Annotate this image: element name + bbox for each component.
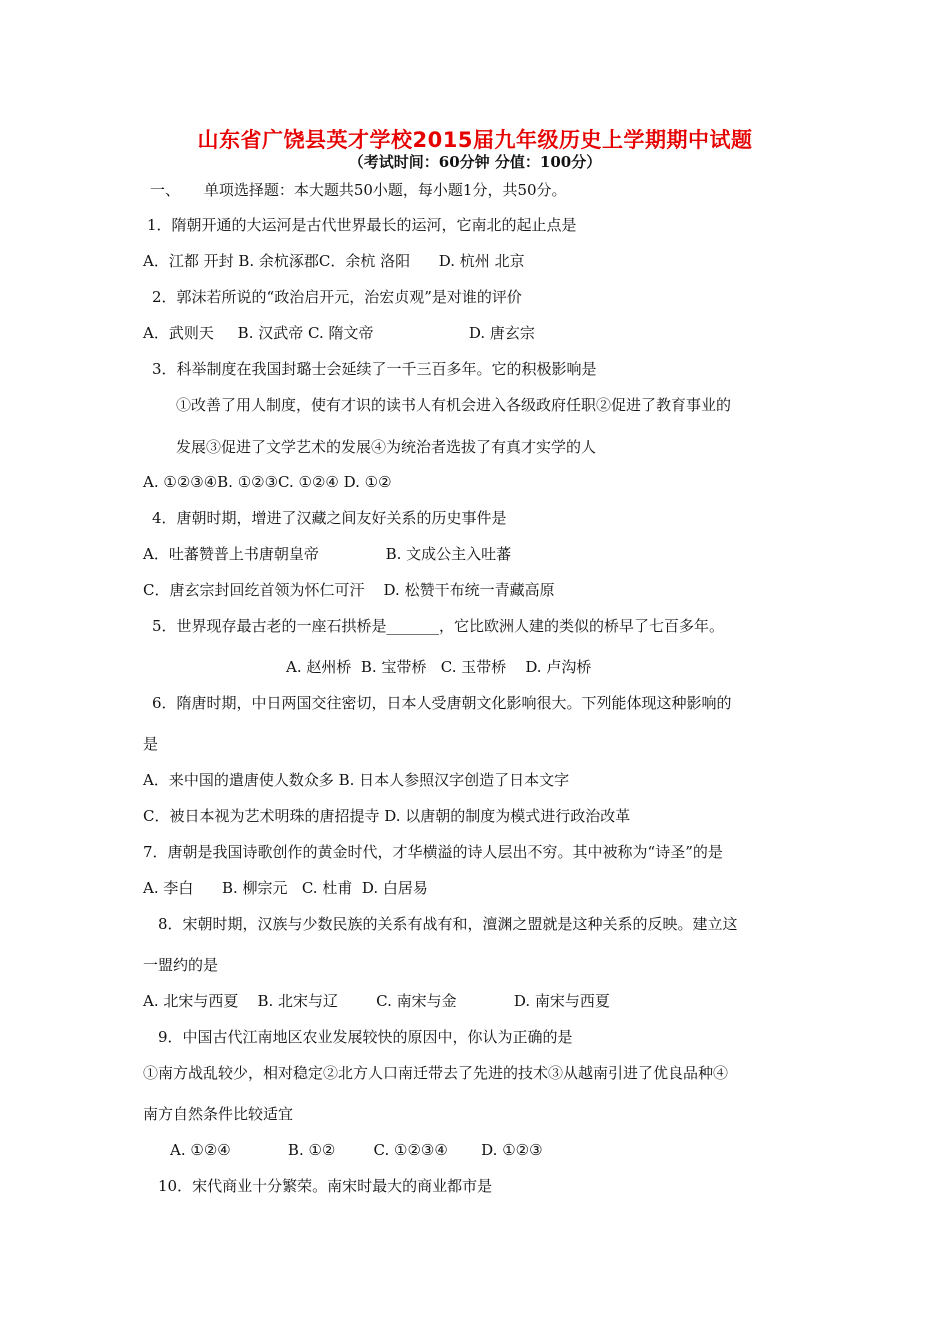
section-heading: 一、 单项选择题：本大题共50小题，每小题1分，共50分。 bbox=[150, 181, 567, 199]
question-6: 6．隋唐时期，中日两国交往密切，日本人受唐朝文化影响很大。下列能体现这种影响的 bbox=[152, 694, 732, 712]
exam-info: （考试时间：60分钟 分值：100分） bbox=[348, 153, 602, 171]
question-3-statements-cont: 发展③促进了文学艺术的发展④为统治者选拔了有真才实学的人 bbox=[176, 438, 597, 456]
question-4-options-ab: A．吐蕃赞普上书唐朝皇帝 B. 文成公主入吐蕃 bbox=[143, 545, 512, 563]
question-8-cont: 一盟约的是 bbox=[143, 956, 219, 974]
question-4-options-cd: C．唐玄宗封回纥首领为怀仁可汗 D. 松赞干布统一青藏高原 bbox=[143, 581, 555, 599]
question-3-statements: ①改善了用人制度，使有才识的读书人有机会进入各级政府任职②促进了教育事业的 bbox=[176, 396, 732, 414]
question-4: 4．唐朝时期，增进了汉藏之间友好关系的历史事件是 bbox=[152, 509, 507, 527]
question-8-options: A. 北宋与西夏 B. 北宋与辽 C. 南宋与金 D. 南宋与西夏 bbox=[143, 992, 610, 1010]
question-2-options: A．武则天 B. 汉武帝 C. 隋文帝 D. 唐玄宗 bbox=[143, 324, 535, 342]
question-5-options: A. 赵州桥 B. 宝带桥 C. 玉带桥 D. 卢沟桥 bbox=[286, 658, 592, 676]
question-6-cont: 是 bbox=[143, 735, 159, 753]
page-title: 山东省广饶县英才学校2015届九年级历史上学期期中试题 bbox=[197, 128, 753, 152]
question-7: 7．唐朝是我国诗歌创作的黄金时代，才华横溢的诗人层出不穷。其中被称为“诗圣”的是 bbox=[143, 843, 723, 861]
question-10: 10．宋代商业十分繁荣。南宋时最大的商业都市是 bbox=[158, 1177, 493, 1195]
question-6-options-cd: C．被日本视为艺术明珠的唐招提寺 D. 以唐朝的制度为模式进行政治改革 bbox=[143, 807, 631, 825]
question-9-statements: ①南方战乱较少，相对稳定②北方人口南迁带去了先进的技术③从越南引进了优良品种④ bbox=[143, 1064, 729, 1082]
question-9-options: A. ①②④ B. ①② C. ①②③④ D. ①②③ bbox=[170, 1141, 543, 1159]
question-6-options-ab: A．来中国的遣唐使人数众多 B. 日本人参照汉字创造了日本文字 bbox=[143, 771, 570, 789]
question-3-options: A. ①②③④B. ①②③C. ①②④ D. ①② bbox=[143, 473, 392, 491]
question-8: 8．宋朝时期，汉族与少数民族的关系有战有和，澶渊之盟就是这种关系的反映。建立这 bbox=[158, 915, 738, 933]
question-5: 5．世界现存最古老的一座石拱桥是_______，它比欧洲人建的类似的桥早了七百多年。 bbox=[152, 617, 725, 635]
question-3: 3．科举制度在我国封璐士会延续了一千三百多年。它的积极影响是 bbox=[152, 360, 597, 378]
question-2: 2．郭沫若所说的“政治启开元，治宏贞观”是对谁的评价 bbox=[152, 288, 522, 306]
question-1-options: A．江都 开封 B. 余杭涿郡C．余杭 洛阳 D. 杭州 北京 bbox=[143, 252, 525, 270]
question-9: 9．中国古代江南地区农业发展较快的原因中，你认为正确的是 bbox=[158, 1028, 573, 1046]
question-9-statements-cont: 南方自然条件比较适宜 bbox=[143, 1105, 294, 1123]
question-1: 1．隋朝开通的大运河是古代世界最长的运河，它南北的起止点是 bbox=[147, 216, 577, 234]
question-7-options: A. 李白 B. 柳宗元 C. 杜甫 D. 白居易 bbox=[143, 879, 428, 897]
